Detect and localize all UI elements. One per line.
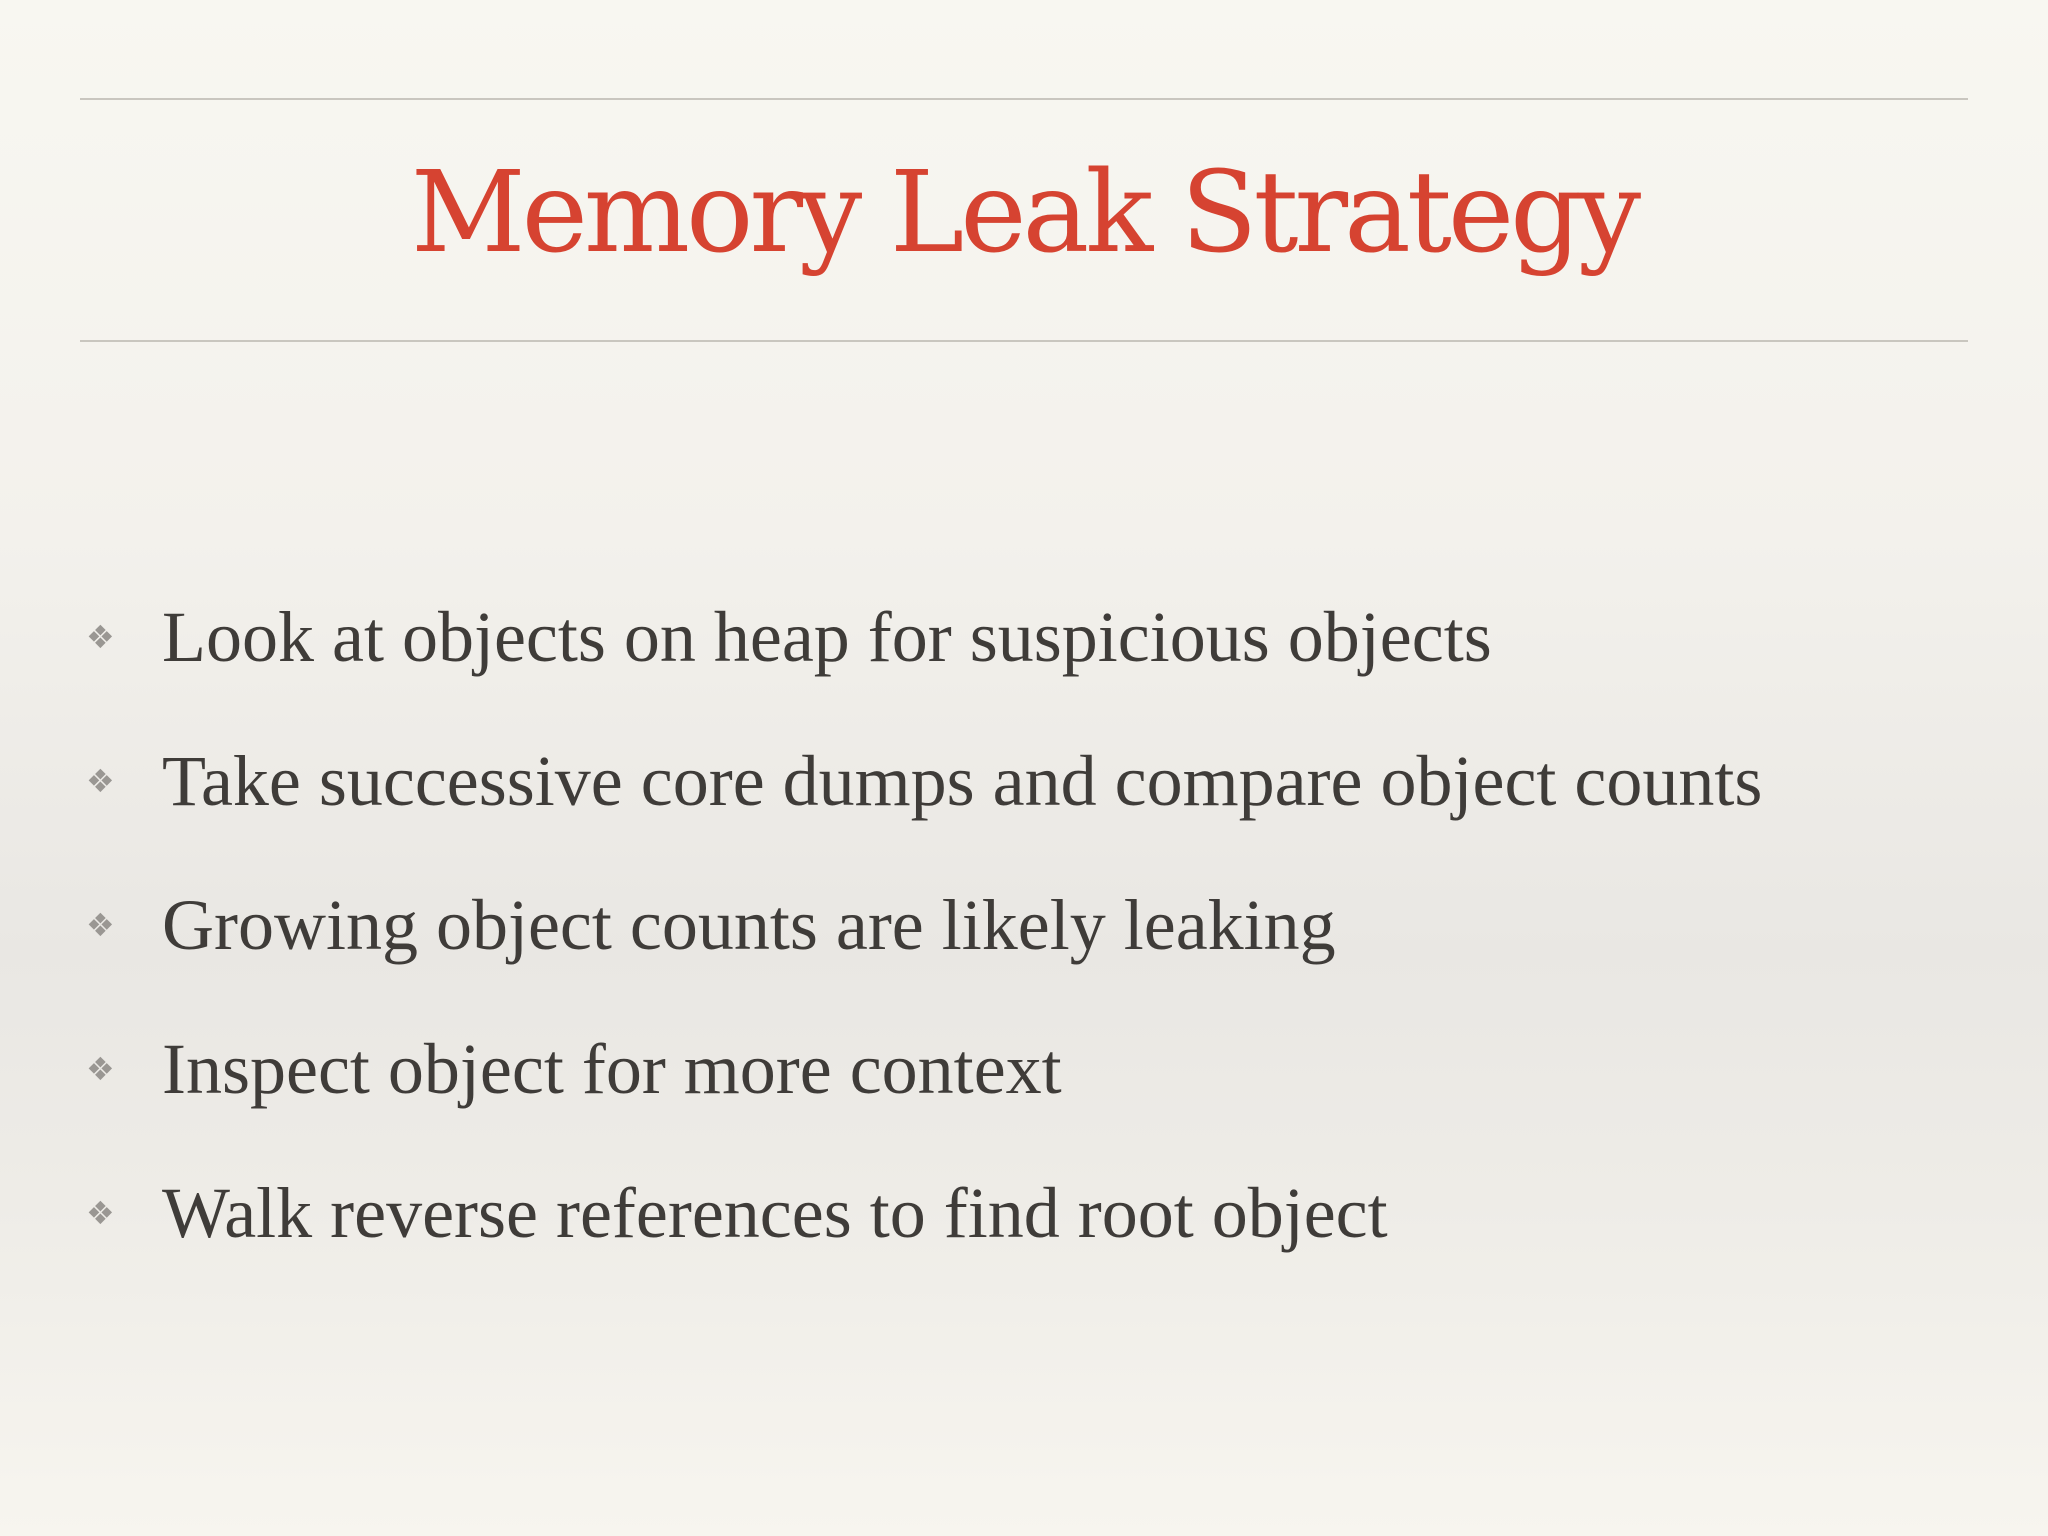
bullet-list <box>86 565 1986 1285</box>
four-diamond-bullet-icon: ❖ <box>86 762 115 800</box>
four-diamond-bullet-icon: ❖ <box>86 1050 115 1088</box>
title-bottom-divider <box>80 340 1968 342</box>
four-diamond-bullet-icon: ❖ <box>86 1194 115 1232</box>
four-diamond-bullet-icon: ❖ <box>86 906 115 944</box>
bullet-text: Walk reverse references to find root object <box>162 1173 1388 1253</box>
bullet-text: Inspect object for more context <box>162 1029 1062 1109</box>
bullet-text: Growing object counts are likely leaking <box>162 885 1336 965</box>
bullet-item-2 <box>86 709 1986 853</box>
bullet-item-4 <box>86 997 1986 1141</box>
four-diamond-bullet-icon: ❖ <box>86 618 115 656</box>
bullet-item-3 <box>86 853 1986 997</box>
title-top-divider <box>80 98 1968 100</box>
bullet-item-5 <box>86 1141 1986 1285</box>
bullet-text: Take successive core dumps and compare object counts <box>162 741 1763 821</box>
bullet-item-1 <box>86 565 1986 709</box>
bullet-text: Look at objects on heap for suspicious objects <box>162 597 1492 677</box>
slide-title: Memory Leak Strategy <box>410 148 1638 278</box>
